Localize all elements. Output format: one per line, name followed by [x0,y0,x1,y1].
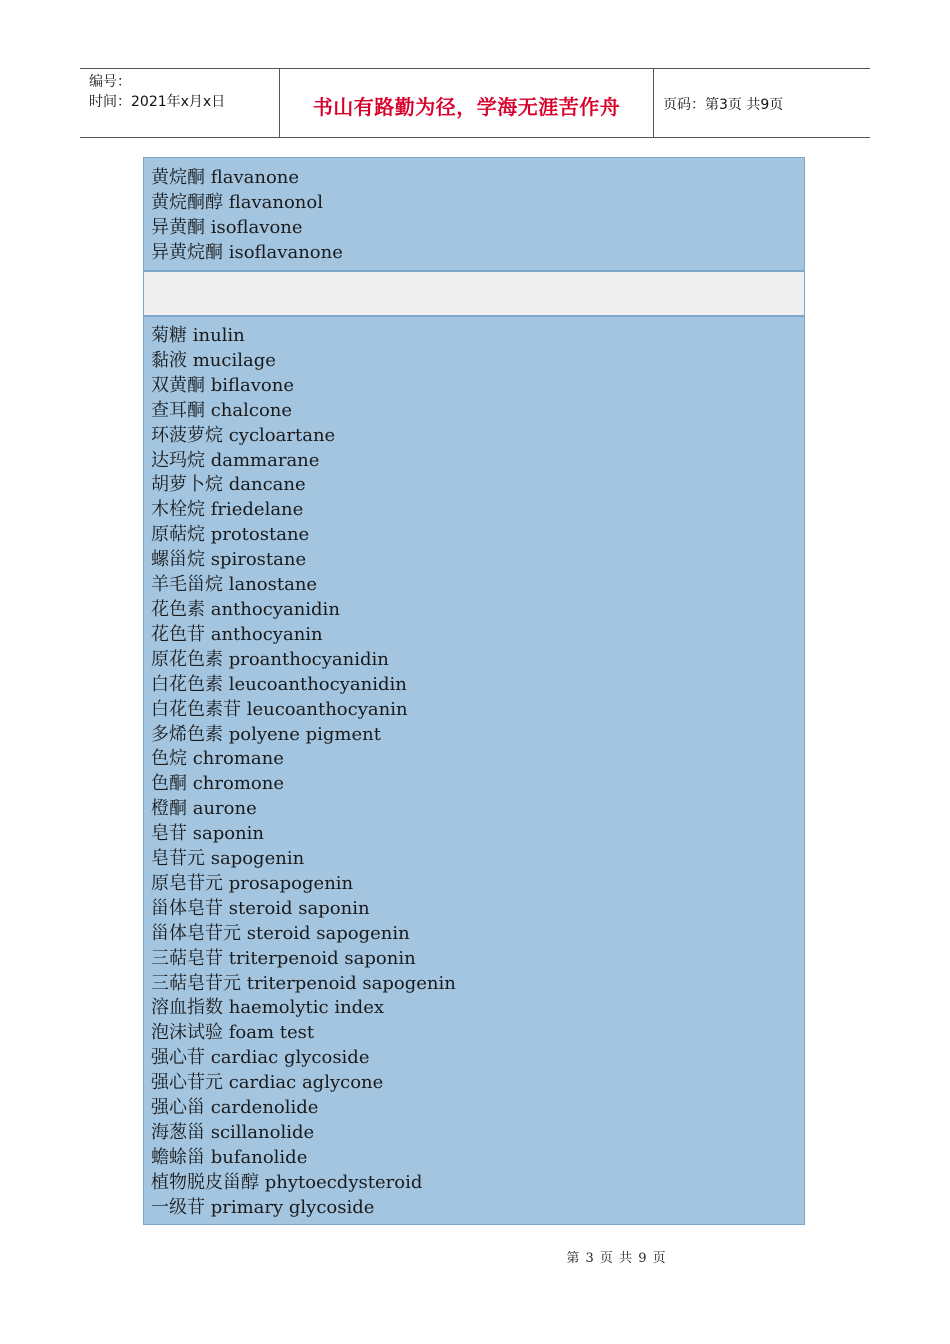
term-entry: 花色素 anthocyanidin [151,598,340,620]
page-header [80,68,870,138]
term-entry: 黄烷酮醇 flavanonol [151,191,323,213]
term-entry: 多烯色素 polyene pigment [151,723,381,745]
term-entry: 胡萝卜烷 dancane [151,474,306,496]
header-page-label: 页码：第3页 共9页 [663,97,784,113]
header-meta [80,69,280,137]
term-entry: 原花色素 proanthocyanidin [151,648,389,670]
term-section-glycosides [143,316,805,1225]
term-entry: 羊毛甾烷 lanostane [151,574,318,596]
time-label: 时间：2021年x月x日 [89,94,226,110]
term-entry: 白花色素 leucoanthocyanidin [151,673,407,695]
term-entry: 三萜皂苷 triterpenoid saponin [151,947,416,969]
page-footer: 第 3 页 共 9 页 [566,1251,667,1266]
term-entry: 植物脱皮甾醇 phytoecdysteroid [151,1171,423,1193]
term-entry: 查耳酮 chalcone [151,399,293,421]
term-entry: 强心苷元 cardiac aglycone [151,1072,384,1094]
empty-separator-row [143,271,805,316]
term-entry: 色烷 chromane [151,748,284,770]
term-entry: 皂苷 saponin [151,823,264,845]
term-entry: 达玛烷 dammarane [151,449,320,471]
term-section-flavanones [143,157,805,271]
term-entry: 黄烷酮 flavanone [151,167,300,188]
term-entry: 异黄烷酮 isoflavanone [151,241,343,263]
term-entry: 蟾蜍甾 bufanolide [151,1146,308,1168]
number-label: 编号： [89,74,131,90]
term-entry: 泡沫试验 foam test [151,1022,315,1044]
term-entry: 强心甾 cardenolide [151,1097,319,1119]
term-entry: 异黄酮 isoflavone [151,216,303,238]
term-entry: 双黄酮 biflavone [151,374,294,396]
term-entry: 花色苷 anthocyanin [151,623,323,645]
term-entry: 螺甾烷 spirostane [151,549,307,571]
term-entry: 原萜烷 protostane [151,524,310,546]
term-entry: 三萜皂苷元 triterpenoid sapogenin [151,972,456,994]
term-entry: 木栓烷 friedelane [151,499,304,521]
term-entry: 甾体皂苷 steroid saponin [151,897,370,919]
term-entry: 一级苷 primary glycoside [151,1196,375,1218]
header-motto: 书山有路勤为径，学海无涯苦作舟 [280,69,654,137]
term-entry: 黏液 mucilage [151,349,276,371]
term-entry: 环菠萝烷 cycloartane [151,424,336,446]
term-entry: 色酮 chromone [151,773,284,795]
term-entry: 溶血指数 haemolytic index [151,997,384,1019]
term-entry: 原皂苷元 prosapogenin [151,872,354,894]
term-entry: 橙酮 aurone [151,798,257,820]
term-entry: 皂苷元 sapogenin [151,848,305,870]
term-entry: 强心苷 cardiac glycoside [151,1047,370,1069]
term-entry: 甾体皂苷元 steroid sapogenin [151,922,410,944]
term-entry: 菊糖 inulin [151,325,245,346]
term-entry: 白花色素苷 leucoanthocyanin [151,698,408,720]
term-entry: 海葱甾 scillanolide [151,1122,315,1143]
